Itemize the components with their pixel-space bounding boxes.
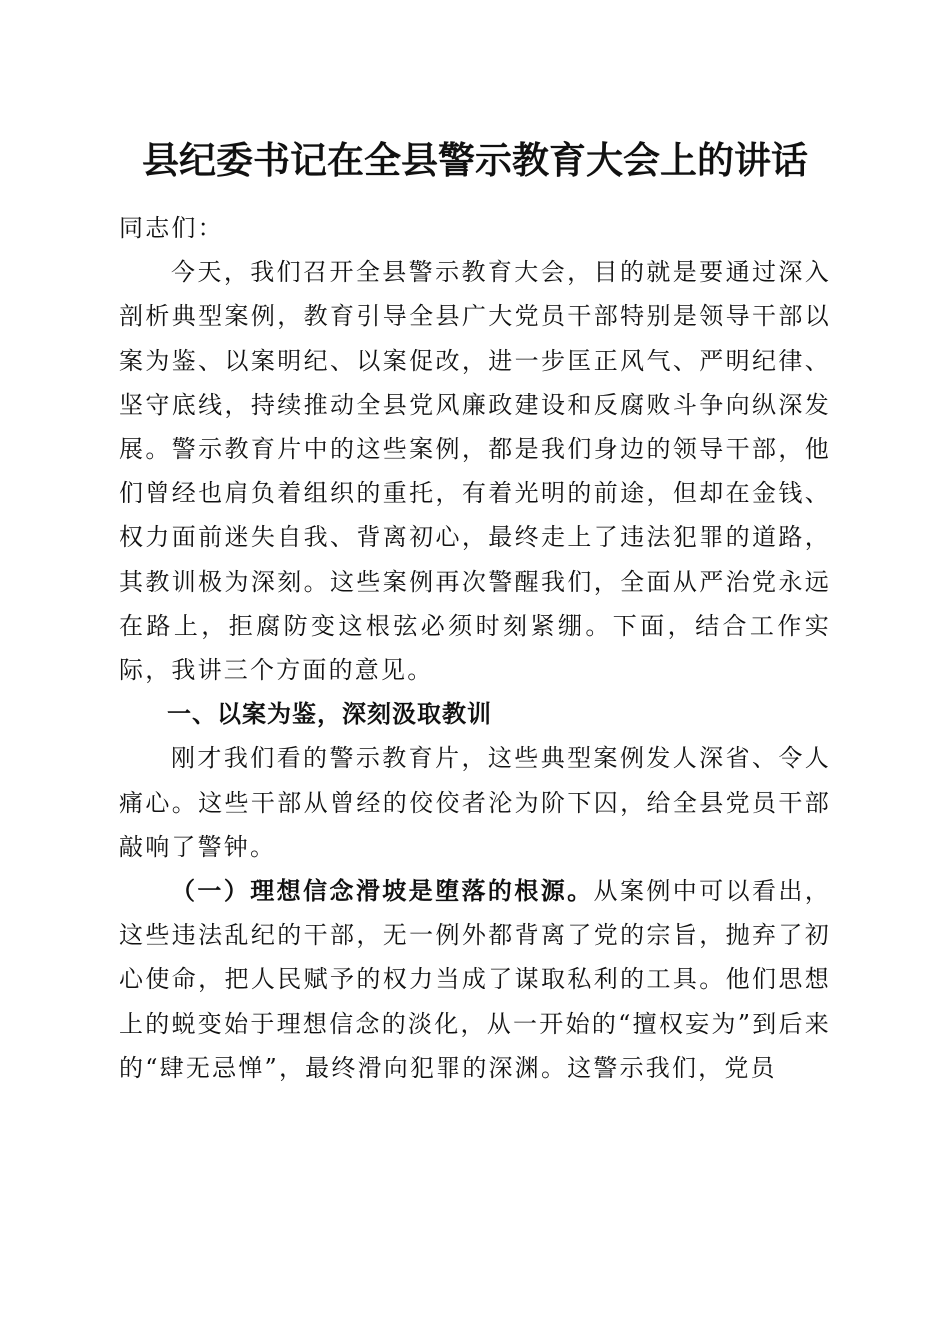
subsection-heading: （一）理想信念滑坡是堕落的根源。 [171, 876, 594, 906]
paragraph [119, 869, 831, 1090]
paragraph: 今天，我们召开全县警示教育大会，目的就是要通过深入剖析典型案例，教育引导全县广大党员干部特别是领导干部以案为鉴、以案明纪、以案促改，进一步匡正风气、严明纪律、坚守底线，持续推动全县党风廉政建设和反腐败斗争向纵深发展。警示教育片中的这些案例，都是我们身边的领导干部，他们曾经也肩负着组织的重托，有着光明的前途，但却在金钱、权力面前迷失自我、背离初心，最终走上了违法犯罪的道路，其教训极为深刻。这些案例再次警醒我们，全面从严治党永远在路上，拒腐防变这根弦必须时刻紧绷。下面，结合工作实际，我讲三个方面的意见。 [119, 258, 831, 685]
section-heading: 一、以案为鉴，深刻汲取教训 [167, 699, 492, 729]
paragraph-text: 从案例中可以看出，这些违法乱纪的干部，无一例外都背离了党的宗旨，抛弃了初心使命，把人民赋予的权力当成了谋取私利的工具。他们思想上的蜕变始于理想信念的淡化，从一开始的“擅权妄为”到后来的“肆无忌惮”，最终滑向犯罪的深渊。这警示我们，党员 [119, 877, 831, 1082]
salutation: 同志们： [119, 214, 224, 242]
paragraph: 刚才我们看的警示教育片，这些典型案例发人深省、令人痛心。这些干部从曾经的佼佼者沦为阶下囚，给全县党员干部敲响了警钟。 [119, 744, 831, 861]
document-body [119, 206, 831, 1090]
document-title: 县纪委书记在全县警示教育大会上的讲话 [142, 138, 808, 182]
